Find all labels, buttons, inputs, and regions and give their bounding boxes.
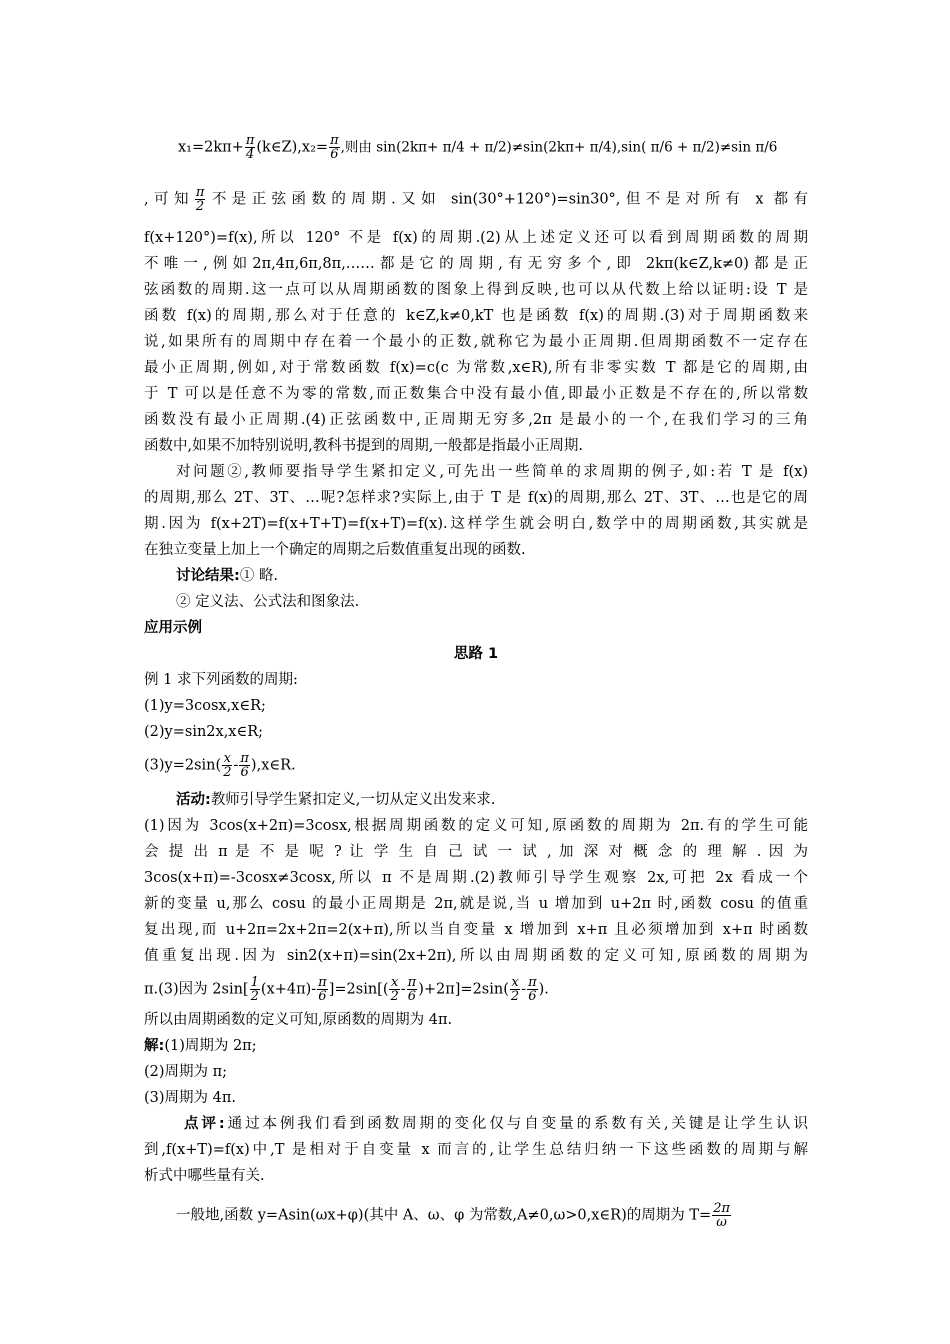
general-text: 一般地,函数 y=Asin(ωx+φ)(其中 A、ω、φ 为常数,A≠0,ω>0,x∈R)的周期为 T= xyxy=(176,1207,712,1224)
paragraph-line: 最小正周期,例如,对于常数函数 f(x)=c(c 为常数,x∈R),所有非零实数 T 都是它的周期,由 xyxy=(144,360,808,376)
text-x2: (k∈Z),x₂= xyxy=(256,139,329,156)
paragraph-line: 期.因为 f(x+2T)=f(x+T+T)=f(x+T)=f(x).这样学生就会明白,数学中的周期函数,其实就是 xyxy=(144,516,808,532)
paragraph-line: 在独立变量上加上一个确定的周期之后数值重复出现的函数. xyxy=(144,542,526,558)
solution-label: 解: xyxy=(144,1038,165,1054)
fraction-x-2: $\frac{x}{2}$ xyxy=(510,975,520,1004)
solution-3: (3)周期为 4π. xyxy=(144,1090,237,1106)
paragraph-line: 值重复出现.因为 sin2(x+π)=sin(2x+2π),所以由周期函数的定义可知,原函数的周期为 xyxy=(144,948,808,964)
activity-label: 活动: xyxy=(176,792,211,808)
paragraph-line: 会 提 出 π 是 不 是 呢 ? 让 学 生 自 己 试 一 试 , 加 深 对 概 念 的 理 解 . 因 为 xyxy=(144,844,808,860)
discussion-label: 讨论结果: xyxy=(176,568,240,584)
fraction-pi-6: $\frac{\pi}{6}$ xyxy=(528,975,537,1004)
example-intro: 例 1 求下列函数的周期: xyxy=(144,672,298,688)
text-plus-2pi: )+2π]=2sin( xyxy=(418,981,509,998)
fraction-x-2: $\frac{x}{2}$ xyxy=(223,751,232,780)
paragraph-line: 于 T 可以是任意不为零的常数,而正数集合中没有最小值,即最小正数是不存在的,所以常数 xyxy=(144,386,808,402)
text-minus: - xyxy=(400,981,406,998)
fraction-pi-2: $\frac{\pi}{2}$ xyxy=(195,185,205,214)
paragraph-line: 函数 f(x)的周期,那么对于任意的 k∈Z,k≠0,kT 也是函数 f(x)的周期.(3)对于周期函数来 xyxy=(144,308,808,324)
idea-title: 思路 1 xyxy=(453,646,499,662)
text-minus: - xyxy=(521,981,527,998)
general-statement xyxy=(176,1202,808,1229)
fraction-2pi-omega: $\frac{2\pi}{\omega}$ xyxy=(713,1201,731,1230)
fraction-pi-6: $\frac{\pi}{6}$ xyxy=(318,975,327,1004)
formula-line-1 xyxy=(178,134,818,161)
paragraph-line: 函数没有最小正周期.(4)正弦函数中,正周期无穷多,2π 是最小的一个,在我们学习的三角 xyxy=(144,412,808,428)
paragraph-line: 函数中,如果不加特别说明,教科书提到的周期,一般都是指最小正周期. xyxy=(144,438,583,454)
activity-text: 教师引导学生紧扣定义,一切从定义出发来求. xyxy=(210,792,496,808)
discussion-result-2: ② 定义法、公式法和图象法. xyxy=(176,594,360,610)
conclusion-line: 所以由周期函数的定义可知,原函数的周期为 4π. xyxy=(144,1012,453,1028)
comment-line-3: 析式中哪些量有关. xyxy=(144,1168,265,1184)
text-eq-2sin: ]=2sin[( xyxy=(328,981,389,998)
paragraph-line: 说,如果所有的周期中存在着一个最小的正数,就称它为最小正周期.但周期函数不一定存在 xyxy=(144,334,808,350)
activity-line xyxy=(176,790,808,810)
comment-line-1 xyxy=(184,1114,808,1134)
fraction-1-2: $\frac{1}{2}$ xyxy=(250,975,259,1004)
solution-1 xyxy=(144,1036,808,1056)
fraction-x-2: $\frac{x}{2}$ xyxy=(390,975,399,1004)
text-y2sin: (3)y=2sin( xyxy=(144,757,222,774)
text-x1: x₁=2kπ+ xyxy=(178,139,244,156)
text-kezhi: ,可知 xyxy=(144,191,194,208)
paragraph-line: 不唯一,例如2π,4π,6π,8π,……都是它的周期,有无穷多个,即 2kπ(k∈Z,k≠0)都是正 xyxy=(144,256,808,272)
comment-text-1: 通过本例我们看到函数周期的变化仅与自变量的系数有关,关键是让学生认识 xyxy=(224,1116,808,1132)
formula-line-2 xyxy=(144,186,808,213)
paragraph-line: 复出现,而 u+2π=2x+2π=2(x+π),所以当自变量 x 增加到 x+π 且必须增加到 x+π 时函数 xyxy=(144,922,808,938)
text-close: ). xyxy=(538,981,549,998)
example-item-2: (2)y=sin2x,x∈R; xyxy=(144,724,264,740)
paragraph-line: 3cos(x+π)=-3cosx≠3cosx,所以 π 不是周期.(2)教师引导学生观察 2x,可把 2x 看成一个 xyxy=(144,870,808,886)
comment-line-2: 到,f(x+T)=f(x)中,T 是相对于自变量 x 而言的,让学生总结归纳一下这些函数的周期与解 xyxy=(144,1142,808,1158)
section-title: 应用示例 xyxy=(144,620,202,636)
text-xr: ),x∈R. xyxy=(250,757,296,774)
fraction-pi-6: $\frac{\pi}{6}$ xyxy=(407,975,417,1004)
text-x-4pi: (x+4π)- xyxy=(260,981,317,998)
fraction-pi-6: $\frac{\pi}{6}$ xyxy=(330,133,339,162)
text-sin-compare: ,则由 sin(2kπ+ π/4 + π/2)≠sin(2kπ+ π/4),sin( π/6 + π/2)≠sin π/6 xyxy=(340,139,778,156)
solution-text-1: (1)周期为 2π; xyxy=(164,1038,257,1054)
fraction-pi-6: $\frac{\pi}{6}$ xyxy=(240,751,249,780)
example-item-1: (1)y=3cosx,x∈R; xyxy=(144,698,266,714)
text-because: π.(3)因为 2sin[ xyxy=(144,981,249,998)
paragraph-line: (1)因为 3cos(x+2π)=3cosx,根据周期函数的定义可知,原函数的周期为 2π.有的学生可能 xyxy=(144,818,808,834)
fraction-pi-4: $\frac{\pi}{4}$ xyxy=(245,133,255,162)
discussion-result-1: ① 略. xyxy=(239,568,279,584)
paragraph-line: f(x+120°)=f(x),所以 120° 不是 f(x)的周期.(2)从上述定义还可以看到周期函数的周期 xyxy=(144,230,808,246)
example-item-3: (3)y=2sin( $\frac{x}{2}$ - $\frac{\pi}{6}$ ),x∈R. xyxy=(144,751,296,780)
paragraph-line: 新的变量 u,那么 cosu 的最小正周期是 2π,就是说,当 u 增加到 u+2π 时,函数 cosu 的值重 xyxy=(144,896,808,912)
paragraph-line: 的周期,那么 2T、3T、…呢?怎样求?实际上,由于 T 是 f(x)的周期,那么 2T、3T、…也是它的周 xyxy=(144,490,808,506)
solution-2: (2)周期为 π; xyxy=(144,1064,228,1080)
paragraph-line: 对问题②,教师要指导学生紧扣定义,可先出一些简单的求周期的例子,如:若 T 是 f(x) xyxy=(176,464,808,480)
comment-label: 点评: xyxy=(184,1116,225,1132)
paragraph-line: 弦函数的周期.这一点可以从周期函数的图象上得到反映,也可以从代数上给以证明:设 T 是 xyxy=(144,282,808,298)
formula-line-3 xyxy=(144,976,808,1003)
text-not-period: 不是正弦函数的周期.又如 sin(30°+120°)=sin30°,但不是对所有 x 都有 xyxy=(206,191,809,208)
discussion-result xyxy=(176,566,808,586)
